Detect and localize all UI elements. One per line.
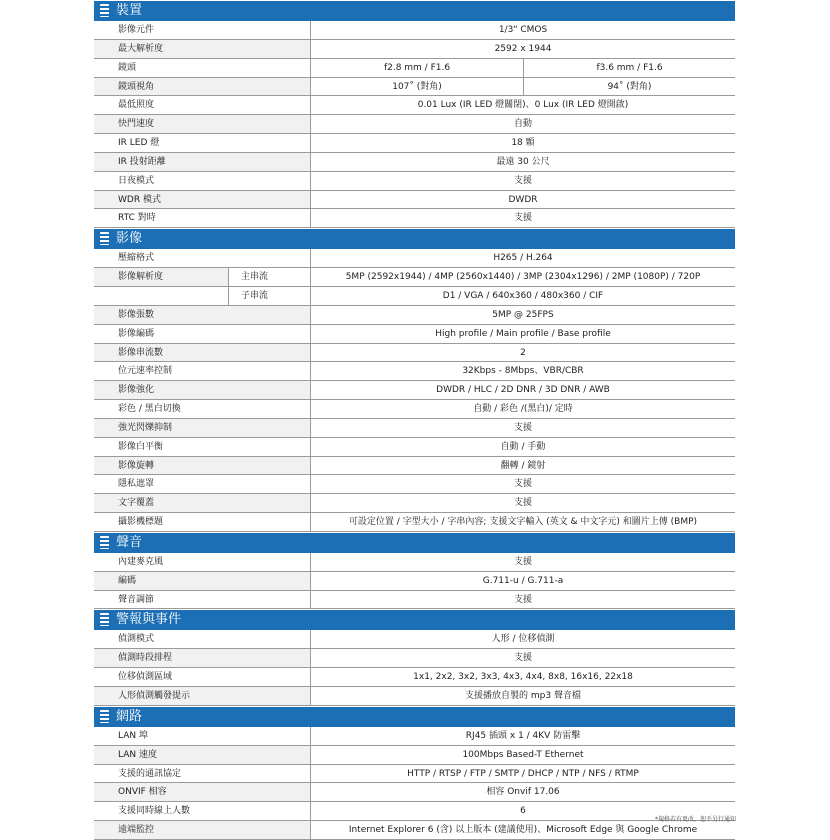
spec-value: 支援: [310, 209, 735, 227]
spec-row: [94, 287, 735, 306]
spec-row: [94, 134, 735, 153]
spec-row: [94, 249, 735, 268]
spec-value: Internet Explorer 6 (含) 以上版本 (建議使用)、Microsoft Edge 與 Google Chrome: [310, 821, 735, 839]
section-list-icon: [100, 613, 109, 626]
footnote: *規格若有更改，恕不另行通知: [654, 816, 736, 823]
spec-row: [94, 419, 735, 438]
spec-label: WDR 模式: [94, 191, 310, 209]
section-table: [94, 630, 735, 705]
spec-value: 最遠 30 公尺: [310, 153, 735, 171]
spec-label: 支援同時線上人數: [118, 806, 191, 817]
spec-value: 支援: [310, 553, 735, 571]
spec-label: 攝影機標題: [118, 517, 164, 528]
spec-label: 彩色 / 黑白切換: [118, 404, 181, 415]
spec-label: 內建麥克風: [118, 556, 164, 567]
section-list-icon: [100, 4, 109, 17]
spec-sublabel: 主串流: [228, 268, 310, 286]
spec-value: 6: [310, 802, 735, 820]
spec-row: [94, 191, 735, 210]
spec-value: 2592 x 1944: [310, 40, 735, 58]
spec-row: [94, 40, 735, 59]
spec-value: 32Kbps - 8Mbps、VBR/CBR: [310, 362, 735, 380]
spec-label: 日夜模式: [118, 175, 155, 186]
spec-row: [94, 668, 735, 687]
spec-value: 支援: [310, 419, 735, 437]
spec-value: 0.01 Lux (IR LED 燈關閉)、0 Lux (IR LED 燈開啟): [310, 96, 735, 114]
spec-row: [94, 475, 735, 494]
spec-row: [94, 344, 735, 363]
spec-value: H265 / H.264: [310, 249, 735, 267]
section-list-icon: [100, 232, 109, 245]
spec-value: 2: [310, 344, 735, 362]
section-title: 影像: [116, 231, 143, 247]
spec-value: 5MP (2592x1944) / 4MP (2560x1440) / 3MP (2304x1296) / 2MP (1080P) / 720P: [310, 268, 735, 286]
spec-row: [94, 325, 735, 344]
spec-row: [94, 153, 735, 172]
spec-label: 位移偵測區域: [118, 672, 173, 683]
spec-value: 5MP @ 25FPS: [310, 306, 735, 324]
spec-value-secondary: f3.6 mm / F1.6: [523, 59, 735, 77]
spec-value: DWDR: [310, 191, 735, 209]
spec-value: 支援: [310, 172, 735, 190]
spec-row: [94, 802, 735, 821]
spec-label: 聲音調節: [118, 594, 155, 605]
section-header: [94, 1, 735, 21]
section-table: [94, 553, 735, 610]
spec-row: [94, 457, 735, 476]
spec-row: [94, 306, 735, 325]
section-header: [94, 707, 735, 727]
spec-value: 支援: [310, 649, 735, 667]
section-table: [94, 727, 735, 840]
spec-value: DWDR / HLC / 2D DNR / 3D DNR / AWB: [310, 381, 735, 399]
spec-row: [94, 96, 735, 115]
spec-value: 翻轉 / 鏡射: [310, 457, 735, 475]
spec-label: 影像元件: [118, 25, 155, 35]
spec-label: RTC 對時: [118, 213, 156, 224]
spec-label: ONVIF 相容: [94, 783, 310, 801]
spec-label: 位元速率控制: [118, 366, 173, 377]
spec-value: 自動 / 彩色 /(黑白)/ 定時: [310, 400, 735, 418]
section-table: [94, 21, 735, 228]
spec-row: [94, 268, 735, 287]
spec-row: [94, 649, 735, 668]
spec-label: 編碼: [94, 572, 310, 590]
spec-value: 18 顆: [310, 134, 735, 152]
spec-value: 1x1, 2x2, 3x2, 3x3, 4x3, 4x4, 8x8, 16x16, 22x18: [310, 668, 735, 686]
spec-value: High profile / Main profile / Base profile: [310, 325, 735, 343]
spec-row: [94, 553, 735, 572]
spec-row: [94, 821, 735, 840]
spec-label: LAN 埠: [118, 730, 148, 741]
spec-row: [94, 572, 735, 591]
spec-label: 文字覆蓋: [94, 494, 310, 512]
spec-value: 自動: [310, 115, 735, 133]
spec-label: IR LED 燈: [118, 138, 160, 149]
spec-value: G.711-u / G.711-a: [310, 572, 735, 590]
section-title: 裝置: [116, 3, 143, 18]
spec-label: 偵測時段排程: [94, 649, 310, 667]
spec-value: HTTP / RTSP / FTP / SMTP / DHCP / NTP / NFS / RTMP: [310, 765, 735, 783]
spec-label: 影像強化: [94, 381, 310, 399]
spec-row: [94, 494, 735, 513]
spec-row: [94, 172, 735, 191]
spec-row: [94, 209, 735, 228]
spec-label: 鏡頭: [118, 62, 137, 73]
spec-row: [94, 591, 735, 610]
section-list-icon: [100, 710, 109, 723]
spec-row: [94, 59, 735, 78]
spec-row: [94, 783, 735, 802]
spec-value: f2.8 mm / F1.6: [310, 59, 523, 77]
section-title: 網路: [116, 708, 143, 724]
spec-label: [94, 287, 228, 305]
spec-row: [94, 513, 735, 532]
spec-label: 支援的通訊協定: [118, 768, 182, 779]
section-header: [94, 229, 735, 249]
spec-label: 人形偵測觸發提示: [94, 687, 310, 705]
spec-label: IR 投射距離: [94, 153, 310, 171]
spec-value-secondary: 94˚ (對角): [523, 78, 735, 96]
spec-value: 自動 / 手動: [310, 438, 735, 456]
spec-row: [94, 362, 735, 381]
spec-value: 1/3" CMOS: [310, 21, 735, 39]
spec-sheet: [94, 0, 735, 840]
spec-value: 107˚ (對角): [310, 78, 523, 96]
section-title: 警報與事件: [116, 612, 182, 628]
spec-row: [94, 765, 735, 784]
section-header: [94, 533, 735, 553]
spec-value: 支援播放自製的 mp3 聲音檔: [310, 687, 735, 705]
spec-value: 人形 / 位移偵測: [310, 630, 735, 648]
spec-label: 強光閃爍抑制: [94, 419, 310, 437]
spec-row: [94, 400, 735, 419]
section-table: [94, 249, 735, 532]
spec-value: RJ45 插頭 x 1 / 4KV 防雷擊: [310, 727, 735, 745]
section-list-icon: [100, 536, 109, 549]
spec-label: 快門速度: [94, 115, 310, 133]
section-header: [94, 610, 735, 630]
spec-row: [94, 115, 735, 134]
spec-row: [94, 687, 735, 706]
spec-label: 影像旋轉: [94, 457, 310, 475]
spec-label: 影像張數: [94, 306, 310, 324]
spec-value: 支援: [310, 475, 735, 493]
spec-label: 遠端監控: [94, 821, 310, 839]
spec-label: 影像串流數: [94, 344, 310, 362]
spec-label: LAN 速度: [94, 746, 310, 764]
spec-label: 鏡頭視角: [94, 78, 310, 96]
spec-row: [94, 630, 735, 649]
section-title: 聲音: [116, 534, 143, 550]
spec-value: 100Mbps Based-T Ethernet: [310, 746, 735, 764]
spec-row: [94, 21, 735, 40]
spec-label: 影像編碼: [118, 328, 155, 339]
spec-sublabel: 子串流: [228, 287, 310, 305]
spec-label: 偵測模式: [118, 634, 155, 645]
spec-row: [94, 727, 735, 746]
spec-label: 壓縮格式: [118, 253, 155, 264]
spec-label: 最低照度: [118, 100, 155, 111]
spec-value: 可設定位置 / 字型大小 / 字串內容; 支援文字輸入 (英文 & 中文字元) 和圖片上傳 (BMP): [310, 513, 735, 531]
spec-label: 隱私遮罩: [118, 479, 155, 490]
spec-label: 影像解析度: [94, 268, 228, 286]
spec-value: 支援: [310, 494, 735, 512]
spec-row: [94, 78, 735, 97]
spec-row: [94, 746, 735, 765]
spec-row: [94, 381, 735, 400]
spec-value: 相容 Onvif 17.06: [310, 783, 735, 801]
spec-row: [94, 438, 735, 457]
spec-value: D1 / VGA / 640x360 / 480x360 / CIF: [310, 287, 735, 305]
spec-label: 影像白平衡: [118, 441, 164, 452]
spec-value: 支援: [310, 591, 735, 609]
spec-label: 最大解析度: [94, 40, 310, 58]
